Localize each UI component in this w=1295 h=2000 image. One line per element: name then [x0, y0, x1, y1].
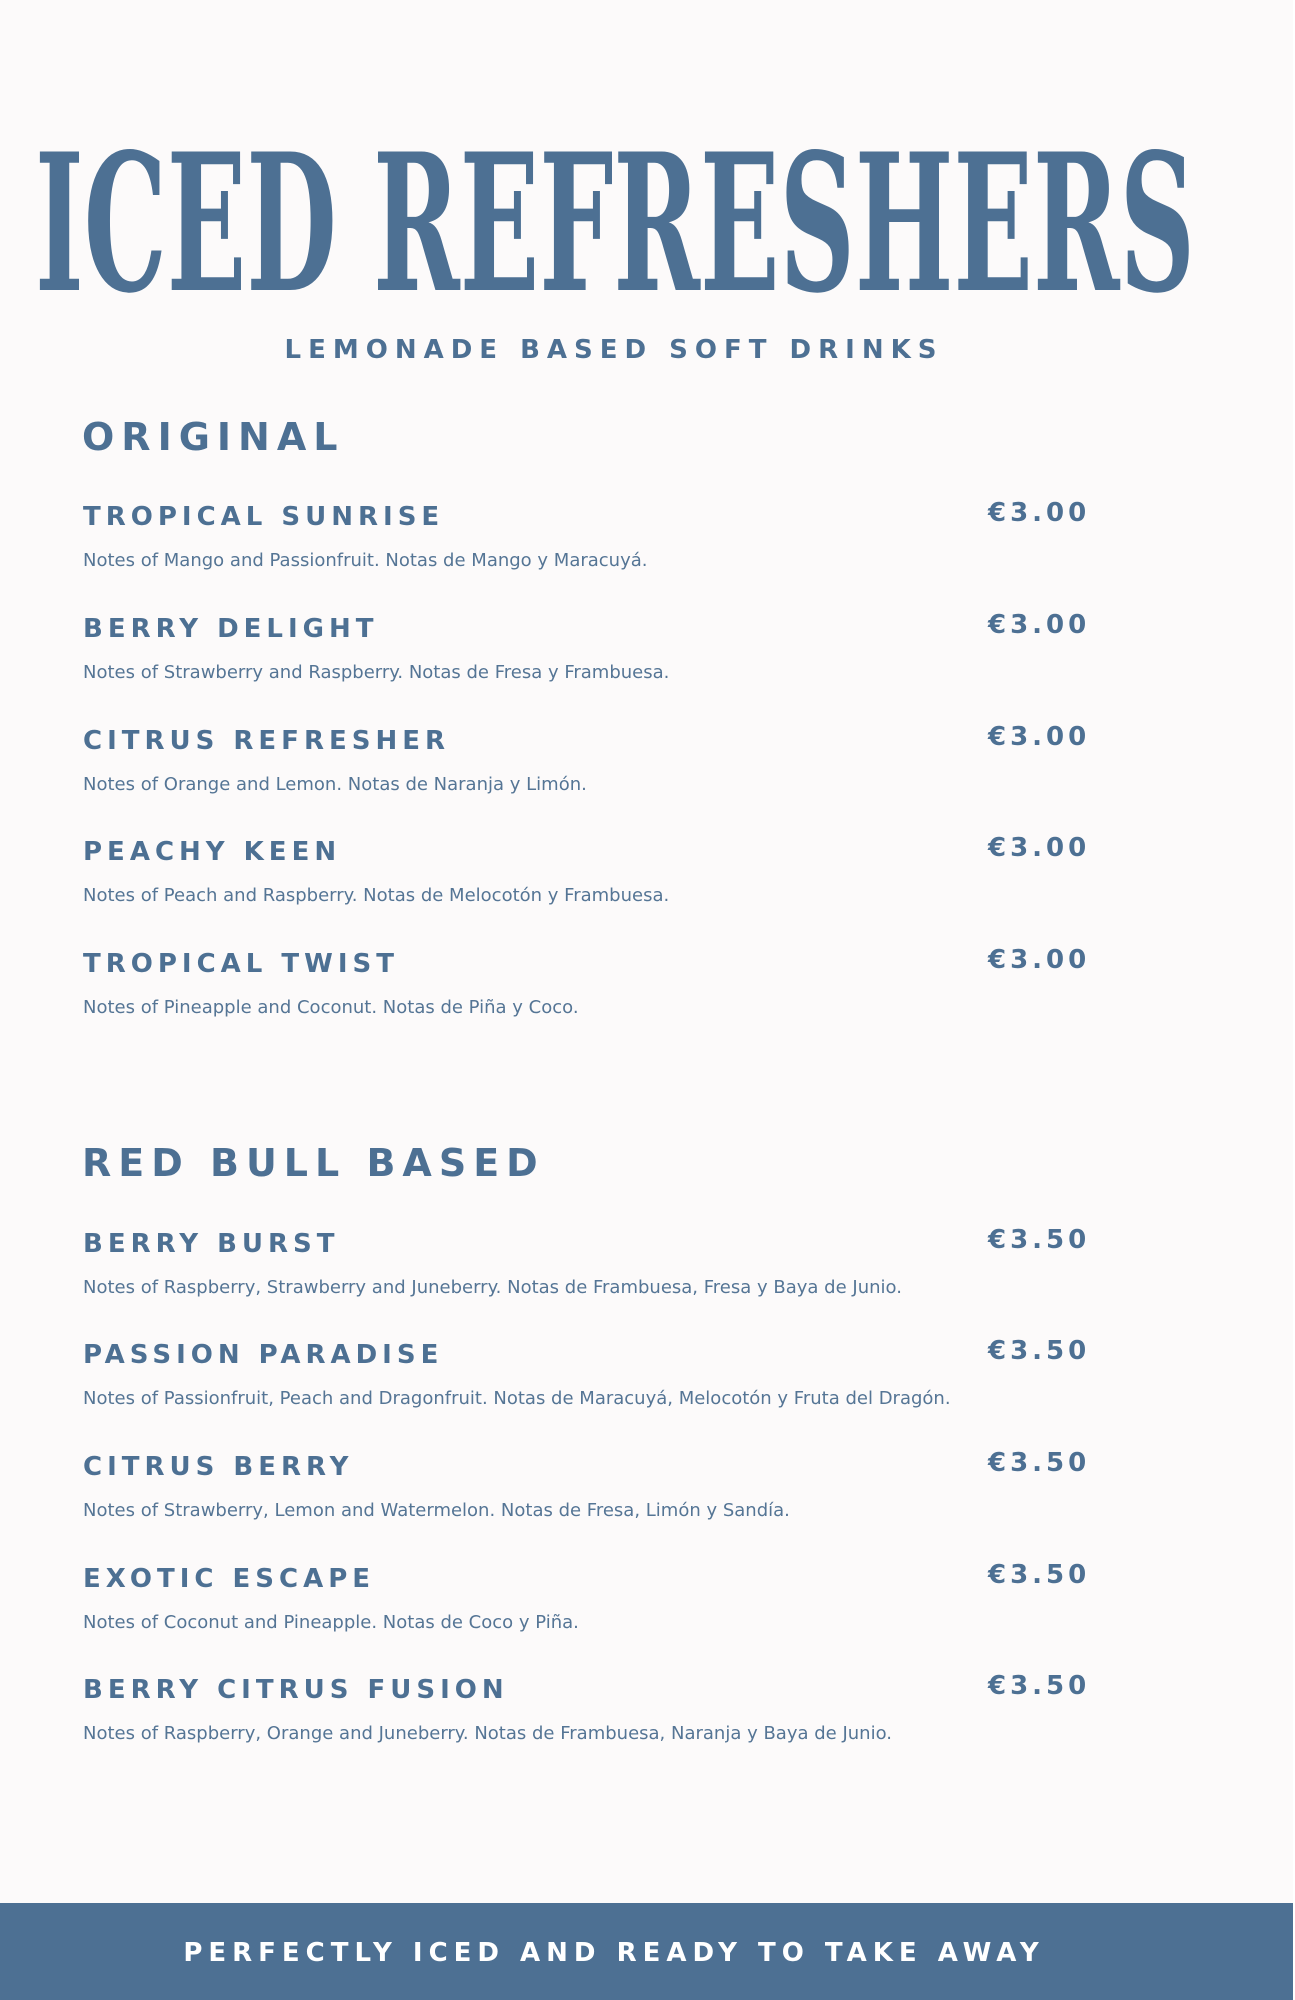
item-price: €3.50: [988, 1336, 1091, 1366]
item-name: CITRUS REFRESHER: [83, 726, 450, 756]
item-price: €3.50: [988, 1560, 1091, 1590]
menu-title-graphic: [35, 140, 1195, 320]
menu-item: [0, 1225, 1295, 1329]
item-description: Notes of Coconut and Pineapple. Notas de Coco y Piña.: [83, 1612, 579, 1633]
menu-subtitle: LEMONADE BASED SOFT DRINKS: [284, 335, 944, 365]
menu-item: [0, 1448, 1295, 1552]
menu-item: [0, 498, 1295, 602]
menu-item: [0, 722, 1295, 826]
item-price: €3.50: [988, 1671, 1091, 1701]
section-title: RED BULL BASED: [82, 1141, 545, 1185]
item-description: Notes of Mango and Passionfruit. Notas de Mango y Maracuyá.: [83, 550, 648, 571]
item-name: BERRY BURST: [83, 1229, 340, 1259]
item-description: Notes of Strawberry and Raspberry. Notas de Fresa y Frambuesa.: [83, 662, 670, 683]
menu-title: [35, 140, 1195, 320]
item-price: €3.00: [988, 833, 1091, 863]
menu-item: [0, 1671, 1295, 1775]
item-name: TROPICAL TWIST: [83, 949, 399, 979]
item-name: PEACHY KEEN: [83, 837, 342, 867]
menu-title-text: ICED REFRESHERS: [35, 140, 1195, 320]
item-name: BERRY CITRUS FUSION: [83, 1675, 509, 1705]
item-price: €3.00: [988, 722, 1091, 752]
item-description: Notes of Peach and Raspberry. Notas de Melocotón y Frambuesa.: [83, 885, 670, 906]
item-price: €3.00: [988, 610, 1091, 640]
item-name: PASSION PARADISE: [83, 1340, 444, 1370]
menu-item: [0, 833, 1295, 937]
item-name: BERRY DELIGHT: [83, 614, 379, 644]
section-title: ORIGINAL: [82, 415, 345, 459]
menu-item: [0, 1336, 1295, 1440]
item-description: Notes of Strawberry, Lemon and Watermelon. Notas de Fresa, Limón y Sandía.: [83, 1500, 790, 1521]
item-name: CITRUS BERRY: [83, 1452, 354, 1482]
item-price: €3.00: [988, 498, 1091, 528]
item-description: Notes of Raspberry, Strawberry and Juneberry. Notas de Frambuesa, Fresa y Baya de Junio.: [83, 1277, 902, 1298]
item-description: Notes of Passionfruit, Peach and Dragonfruit. Notas de Maracuyá, Melocotón y Fruta del Dragón.: [83, 1388, 951, 1409]
menu-item: [0, 945, 1295, 1049]
item-description: Notes of Raspberry, Orange and Juneberry. Notas de Frambuesa, Naranja y Baya de Junio.: [83, 1723, 892, 1744]
item-name: EXOTIC ESCAPE: [83, 1564, 376, 1594]
item-description: Notes of Pineapple and Coconut. Notas de Piña y Coco.: [83, 997, 579, 1018]
menu-item: [0, 1560, 1295, 1664]
menu-item: [0, 610, 1295, 714]
item-price: €3.00: [988, 945, 1091, 975]
item-description: Notes of Orange and Lemon. Notas de Naranja y Limón.: [83, 774, 587, 795]
footer-text: PERFECTLY ICED AND READY TO TAKE AWAY: [183, 1938, 1045, 1968]
footer-banner: [0, 1903, 1295, 2000]
item-price: €3.50: [988, 1448, 1091, 1478]
item-price: €3.50: [988, 1225, 1091, 1255]
item-name: TROPICAL SUNRISE: [83, 502, 445, 532]
